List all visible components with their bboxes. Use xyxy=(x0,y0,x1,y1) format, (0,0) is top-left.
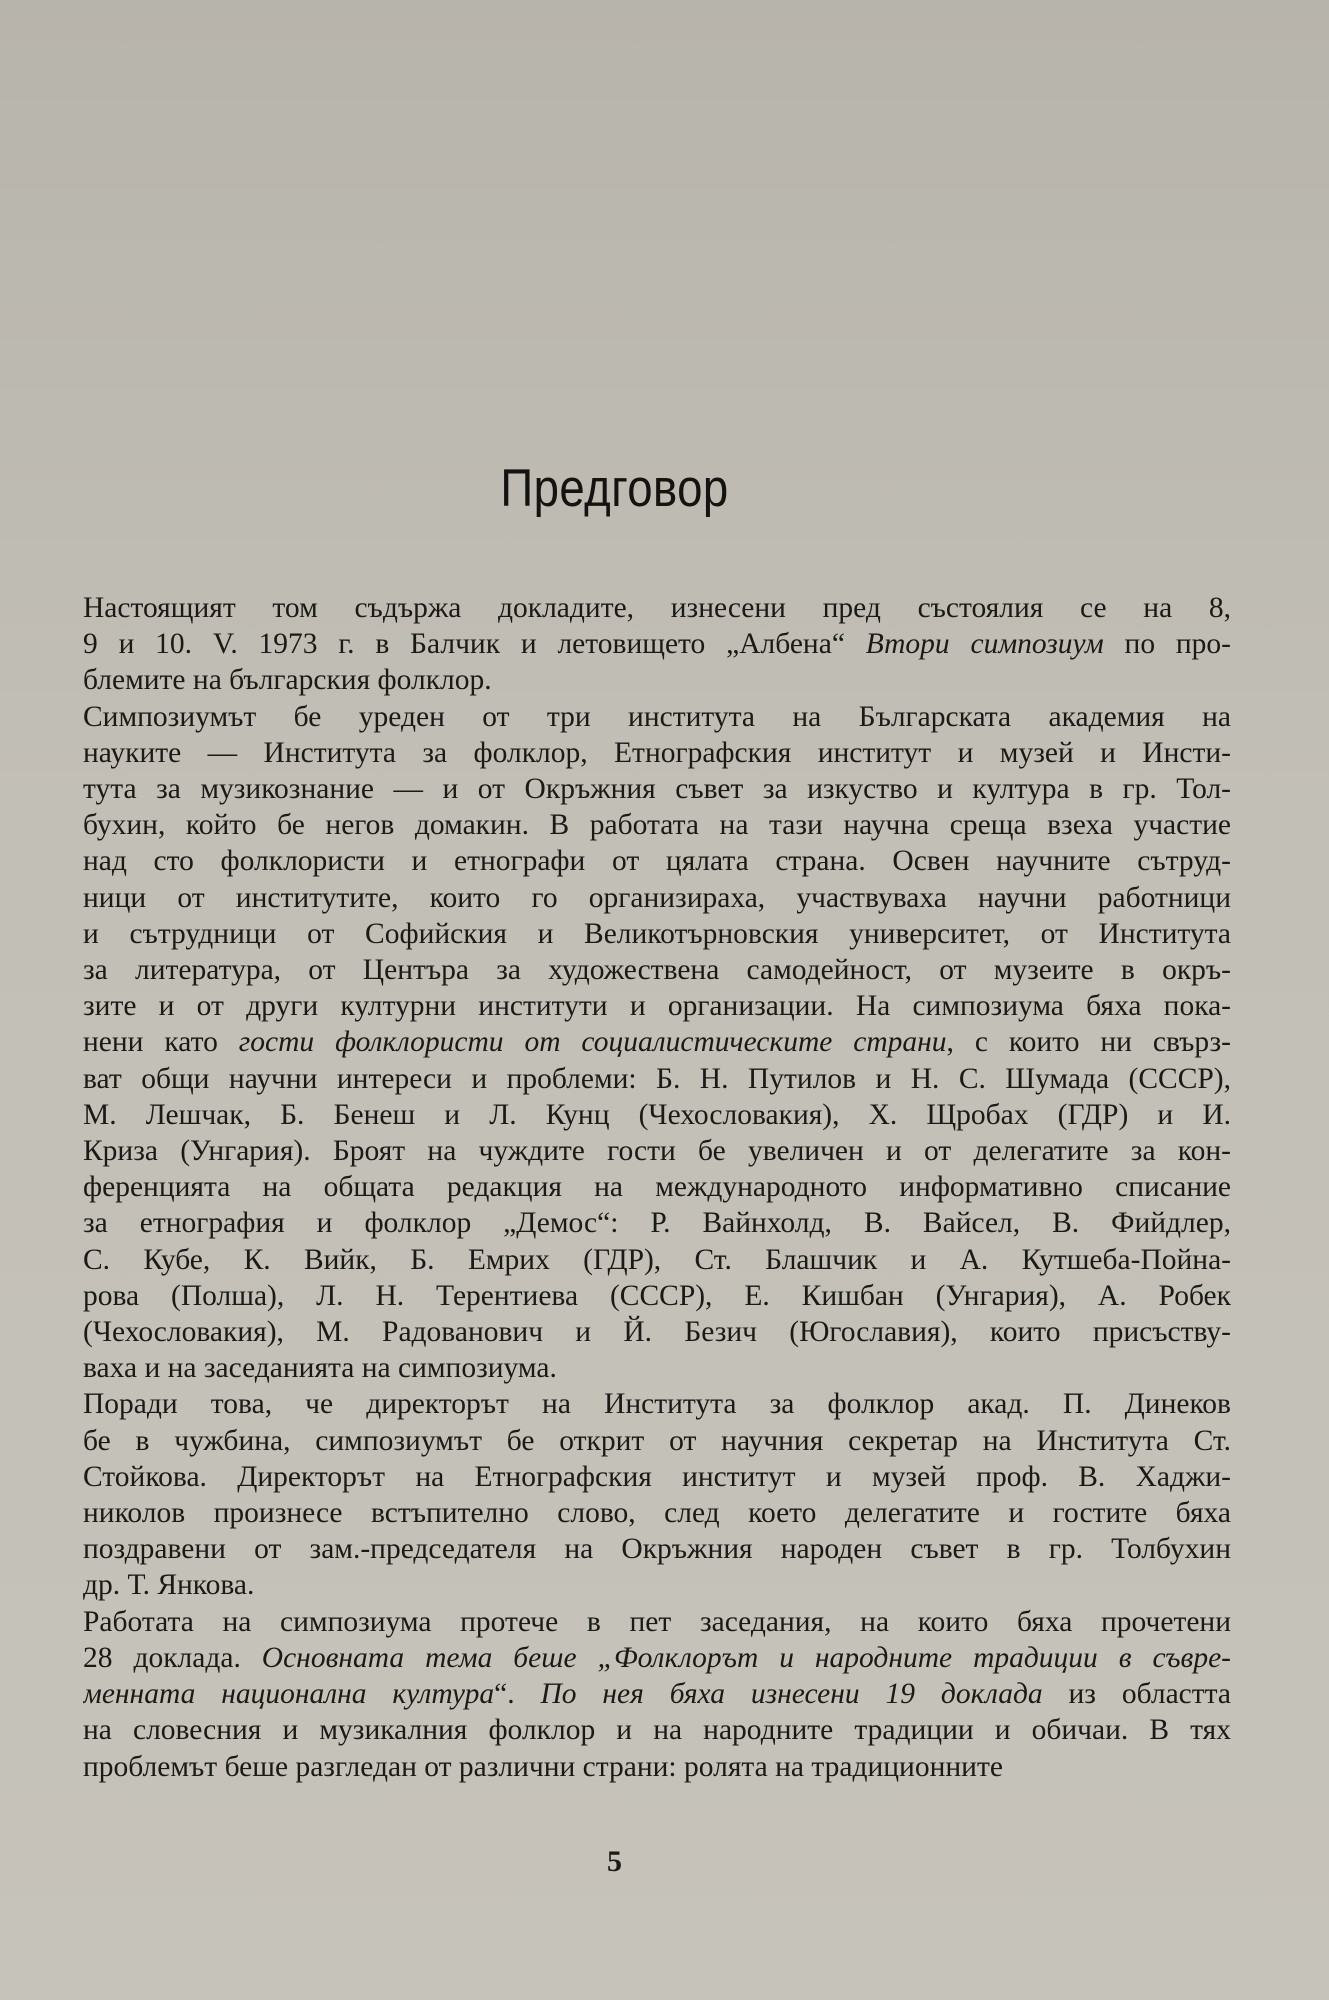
text-line xyxy=(83,1749,1231,1785)
text-run: ваха и на заседанията на симпозиума. xyxy=(83,1352,557,1385)
page-number: 5 xyxy=(607,1845,622,1878)
text-line xyxy=(83,1495,1231,1531)
text-line xyxy=(83,1350,1231,1386)
text-line xyxy=(83,1242,1231,1278)
text-line xyxy=(83,1640,1231,1676)
text-line xyxy=(83,699,1231,735)
text-run: бухин, който бе негов домакин. В работата на тази научна среща взеха участие xyxy=(83,809,1231,842)
text-line xyxy=(83,1531,1231,1567)
text-line xyxy=(83,1061,1231,1097)
text-line xyxy=(83,988,1231,1024)
text-run: по про- xyxy=(1103,628,1231,661)
text-run: и сътрудници от Софийския и Великотърновския университет, от Института xyxy=(83,917,1231,950)
text-run: науките — Института за фолклор, Етнографския институт и музей и Инсти- xyxy=(83,736,1231,769)
text-line xyxy=(83,626,1231,662)
italic-text: Основната тема беше „Фолклорът и народните традиции в съвре- xyxy=(261,1641,1231,1674)
text-run: из областта xyxy=(1042,1678,1231,1711)
text-line xyxy=(83,662,1231,698)
text-line xyxy=(83,1024,1231,1060)
text-line xyxy=(83,1676,1231,1712)
text-run: ференцията на общата редакция на международното информативно списание xyxy=(83,1171,1231,1204)
text-run: С. Кубе, К. Вийк, Б. Емрих (ГДР), Ст. Блашчик и А. Кутшеба-Пойна- xyxy=(83,1243,1231,1276)
text-run: на словесния и музикалния фолклор и на народните традиции и обичаи. В тях xyxy=(83,1714,1231,1747)
text-run: нени като xyxy=(83,1026,239,1059)
text-run: проблемът беше разгледан от различни страни: ролята на традиционните xyxy=(83,1750,1003,1783)
text-line xyxy=(83,1133,1231,1169)
text-run: за етнография и фолклор „Демос“: Р. Вайнхолд, В. Вайсел, В. Фийдлер, xyxy=(83,1207,1231,1240)
text-run: 28 доклада. xyxy=(83,1641,262,1674)
text-run: над сто фолклористи и етнографи от цялата страна. Освен научните сътруд- xyxy=(83,845,1231,878)
text-run: блемите на българския фолклор. xyxy=(83,664,492,697)
text-line xyxy=(83,771,1231,807)
text-line xyxy=(83,843,1231,879)
text-run: бе в чужбина, симпозиумът бе открит от научния секретар на Института Ст. xyxy=(83,1424,1231,1457)
text-run: тута за музикознание — и от Окръжния съвет за изкуство и култура в гр. Тол- xyxy=(83,773,1231,806)
italic-text: Втори симпозиум xyxy=(865,628,1104,661)
text-run: ници от институтите, които го организираха, участвуваха научни работници xyxy=(83,881,1231,914)
italic-text: По нея бяха изнесени 19 доклада xyxy=(540,1678,1043,1711)
text-run: Работата на симпозиума протече в пет заседания, на които бяха прочетени xyxy=(83,1605,1231,1638)
text-run: М. Лешчак, Б. Бенеш и Л. Кунц (Чехословакия), Х. Щробах (ГДР) и И. xyxy=(83,1098,1231,1131)
text-run: “. xyxy=(494,1678,541,1711)
italic-text: менната национална култура xyxy=(83,1678,495,1711)
text-line xyxy=(83,1278,1231,1314)
text-line xyxy=(83,1604,1231,1640)
italic-text: гости фолклористи от социалистическите страни xyxy=(238,1026,947,1059)
paragraph xyxy=(83,1386,1231,1603)
text-run: зите и от други културни институти и организации. На симпозиума бяха пока- xyxy=(83,990,1231,1023)
body-text xyxy=(83,590,1231,1785)
text-run: др. Т. Янкова. xyxy=(83,1569,255,1602)
text-run: николов произнесе встъпително слово, след което делегатите и гостите бяха xyxy=(83,1497,1231,1530)
text-run: Стойкова. Директорът на Етнографския институт и музей проф. В. Хаджи- xyxy=(83,1460,1231,1493)
page-title: Предговор xyxy=(500,459,729,518)
text-run: Симпозиумът бе уреден от три института на Българската академия на xyxy=(83,700,1231,733)
text-run: за литература, от Центъра за художествена самодейност, от музеите в окръ- xyxy=(83,954,1231,987)
paragraph xyxy=(83,699,1231,1387)
text-run: Криза (Унгария). Броят на чуждите гости бе увеличен и от делегатите за кон- xyxy=(83,1135,1231,1168)
text-run: , с които ни свърз- xyxy=(946,1026,1231,1059)
text-line xyxy=(83,807,1231,843)
text-run: рова (Полша), Л. Н. Терентиева (СССР), Е. Кишбан (Унгария), А. Робек xyxy=(83,1279,1231,1312)
text-line xyxy=(83,916,1231,952)
text-run: поздравени от зам.-председателя на Окръжния народен съвет в гр. Толбухин xyxy=(83,1533,1231,1566)
text-run: 9 и 10. V. 1973 г. в Балчик и летовището „Албена“ xyxy=(83,628,866,661)
text-line xyxy=(83,735,1231,771)
text-line xyxy=(83,1423,1231,1459)
text-run: Настоящият том съдържа докладите, изнесени пред състоялия се на 8, xyxy=(83,592,1231,624)
text-line xyxy=(83,880,1231,916)
paragraph xyxy=(83,590,1231,699)
text-line xyxy=(83,1567,1231,1603)
text-line xyxy=(83,1386,1231,1422)
text-run: ват общи научни интереси и проблеми: Б. Н. Путилов и Н. С. Шумада (СССР), xyxy=(83,1062,1231,1095)
text-line xyxy=(83,952,1231,988)
text-line xyxy=(83,1459,1231,1495)
text-line xyxy=(83,1097,1231,1133)
text-line xyxy=(83,1712,1231,1748)
paragraph xyxy=(83,1604,1231,1785)
text-line xyxy=(83,1169,1231,1205)
text-line xyxy=(83,590,1231,626)
text-line xyxy=(83,1314,1231,1350)
text-run: Поради това, че директорът на Института за фолклор акад. П. Динеков xyxy=(83,1388,1231,1421)
text-run: (Чехословакия), М. Радованович и Й. Безич (Югославия), които присъству- xyxy=(83,1316,1231,1349)
text-line xyxy=(83,1205,1231,1241)
